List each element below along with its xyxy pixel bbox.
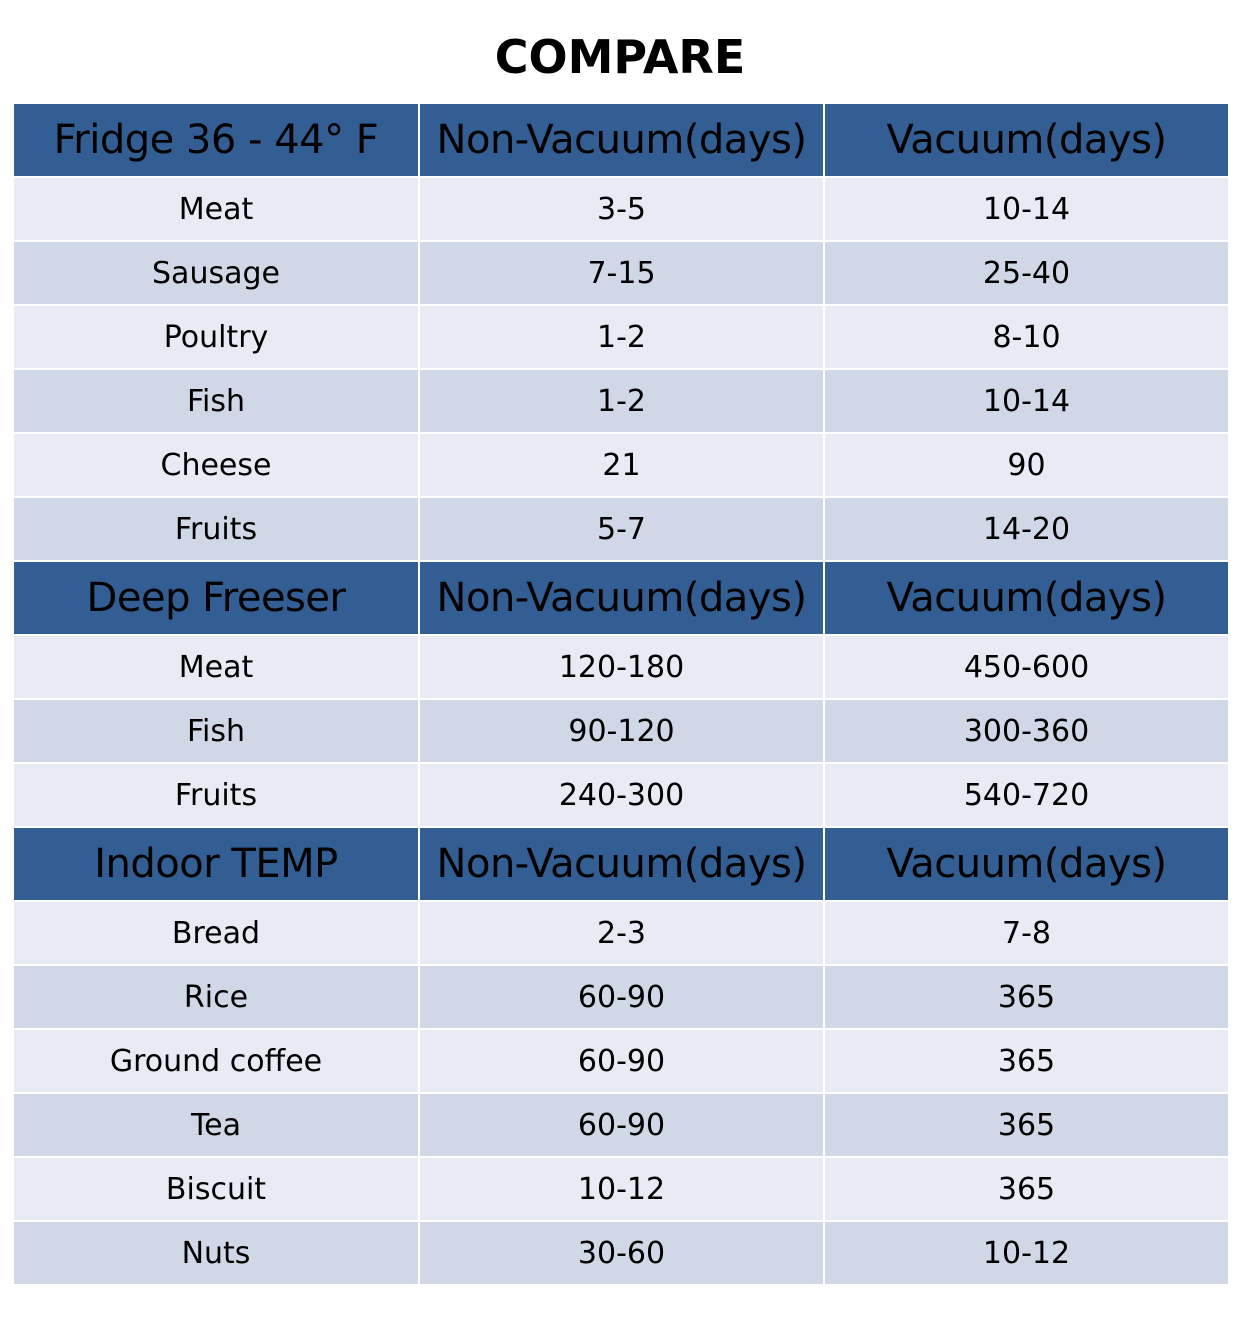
vacuum-days-cell: 540-720 xyxy=(824,763,1229,827)
non-vacuum-header: Non-Vacuum(days) xyxy=(419,827,824,901)
table-row xyxy=(13,965,1229,1029)
table-row xyxy=(13,177,1229,241)
table-row xyxy=(13,763,1229,827)
item-name-cell: Poultry xyxy=(13,305,419,369)
non-vacuum-days-cell: 240-300 xyxy=(419,763,824,827)
non-vacuum-days-cell: 2-3 xyxy=(419,901,824,965)
vacuum-header: Vacuum(days) xyxy=(824,827,1229,901)
table-row xyxy=(13,497,1229,561)
section-header-row-deep-freezer xyxy=(13,561,1229,635)
item-name-cell: Fish xyxy=(13,369,419,433)
vacuum-days-cell: 14-20 xyxy=(824,497,1229,561)
non-vacuum-days-cell: 21 xyxy=(419,433,824,497)
item-name-cell: Bread xyxy=(13,901,419,965)
item-name-cell: Ground coffee xyxy=(13,1029,419,1093)
non-vacuum-days-cell: 90-120 xyxy=(419,699,824,763)
item-name-cell: Fruits xyxy=(13,763,419,827)
table-row xyxy=(13,901,1229,965)
vacuum-days-cell: 25-40 xyxy=(824,241,1229,305)
vacuum-days-cell: 90 xyxy=(824,433,1229,497)
vacuum-days-cell: 10-14 xyxy=(824,177,1229,241)
non-vacuum-days-cell: 5-7 xyxy=(419,497,824,561)
vacuum-days-cell: 365 xyxy=(824,1029,1229,1093)
vacuum-days-cell: 10-14 xyxy=(824,369,1229,433)
vacuum-header: Vacuum(days) xyxy=(824,561,1229,635)
section-title: Fridge 36 - 44° F xyxy=(13,103,419,177)
item-name-cell: Sausage xyxy=(13,241,419,305)
item-name-cell: Tea xyxy=(13,1093,419,1157)
non-vacuum-days-cell: 10-12 xyxy=(419,1157,824,1221)
item-name-cell: Cheese xyxy=(13,433,419,497)
compare-table xyxy=(12,102,1230,1286)
non-vacuum-days-cell: 3-5 xyxy=(419,177,824,241)
page-title: COMPARE xyxy=(494,30,746,84)
table-row xyxy=(13,305,1229,369)
non-vacuum-header: Non-Vacuum(days) xyxy=(419,103,824,177)
vacuum-days-cell: 365 xyxy=(824,965,1229,1029)
non-vacuum-days-cell: 7-15 xyxy=(419,241,824,305)
vacuum-days-cell: 365 xyxy=(824,1157,1229,1221)
vacuum-days-cell: 450-600 xyxy=(824,635,1229,699)
section-header-row-indoor-temp xyxy=(13,827,1229,901)
non-vacuum-days-cell: 30-60 xyxy=(419,1221,824,1285)
vacuum-days-cell: 300-360 xyxy=(824,699,1229,763)
item-name-cell: Nuts xyxy=(13,1221,419,1285)
table-row xyxy=(13,699,1229,763)
vacuum-days-cell: 8-10 xyxy=(824,305,1229,369)
item-name-cell: Rice xyxy=(13,965,419,1029)
table-row xyxy=(13,1157,1229,1221)
item-name-cell: Meat xyxy=(13,635,419,699)
non-vacuum-days-cell: 120-180 xyxy=(419,635,824,699)
table-row xyxy=(13,635,1229,699)
non-vacuum-days-cell: 60-90 xyxy=(419,1029,824,1093)
non-vacuum-days-cell: 1-2 xyxy=(419,305,824,369)
table-body xyxy=(13,103,1229,1285)
non-vacuum-days-cell: 60-90 xyxy=(419,1093,824,1157)
table-row xyxy=(13,433,1229,497)
non-vacuum-header: Non-Vacuum(days) xyxy=(419,561,824,635)
non-vacuum-days-cell: 60-90 xyxy=(419,965,824,1029)
vacuum-header: Vacuum(days) xyxy=(824,103,1229,177)
vacuum-days-cell: 7-8 xyxy=(824,901,1229,965)
vacuum-days-cell: 10-12 xyxy=(824,1221,1229,1285)
item-name-cell: Fruits xyxy=(13,497,419,561)
table-row xyxy=(13,1221,1229,1285)
section-title: Deep Freeser xyxy=(13,561,419,635)
table-row xyxy=(13,1029,1229,1093)
item-name-cell: Biscuit xyxy=(13,1157,419,1221)
vacuum-days-cell: 365 xyxy=(824,1093,1229,1157)
table-row xyxy=(13,1093,1229,1157)
item-name-cell: Fish xyxy=(13,699,419,763)
section-title: Indoor TEMP xyxy=(13,827,419,901)
section-header-row-fridge xyxy=(13,103,1229,177)
table-row xyxy=(13,369,1229,433)
non-vacuum-days-cell: 1-2 xyxy=(419,369,824,433)
table-row xyxy=(13,241,1229,305)
item-name-cell: Meat xyxy=(13,177,419,241)
